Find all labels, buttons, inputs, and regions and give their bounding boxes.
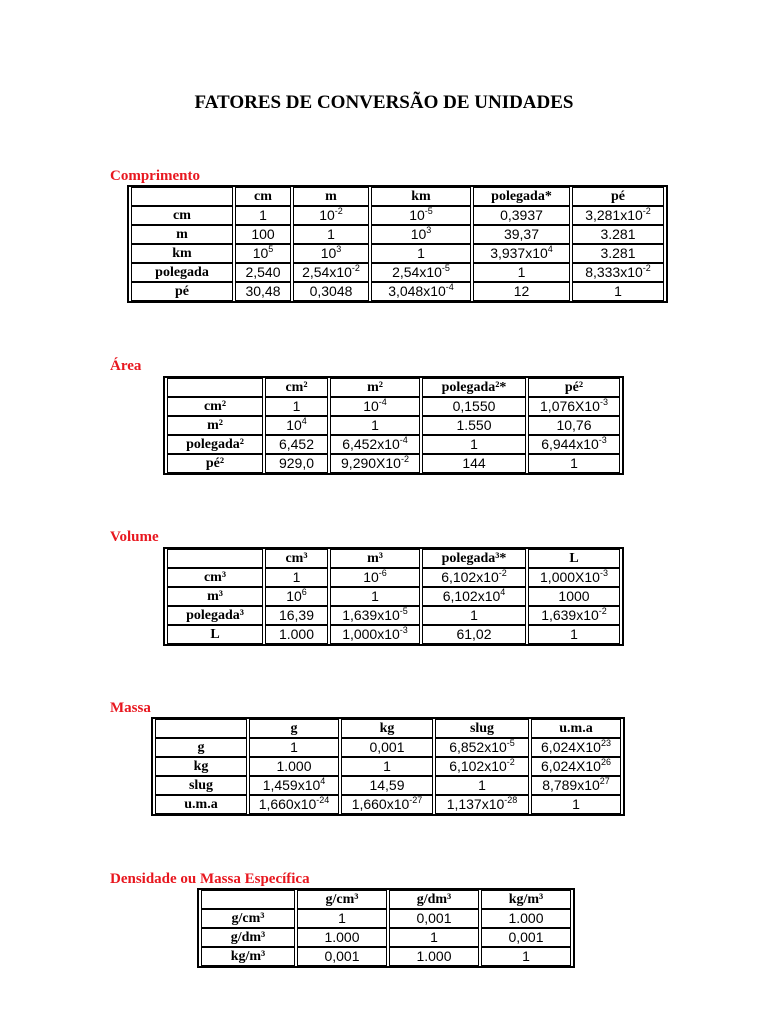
section-title-area: Área <box>110 358 142 374</box>
cell-value: 0,3937 <box>500 207 543 223</box>
cell-exponent: -2 <box>334 206 343 216</box>
table-row <box>201 928 571 947</box>
row-header: g <box>155 738 247 757</box>
table-cell <box>341 757 433 776</box>
table-header-row <box>131 187 664 206</box>
column-header: cm² <box>265 378 328 397</box>
row-header: slug <box>155 776 247 795</box>
section-title-densidade: Densidade ou Massa Específica <box>110 871 310 887</box>
table-row <box>155 795 621 814</box>
page-title: FATORES DE CONVERSÃO DE UNIDADES <box>194 92 574 113</box>
table-corner-cell <box>167 378 263 397</box>
row-header: m³ <box>167 587 263 606</box>
cell-value: 3,937x10 <box>490 245 548 261</box>
cell-value: 8,789x10 <box>542 777 600 793</box>
cell-exponent: -4 <box>399 435 408 445</box>
cell-value: 0,001 <box>369 739 405 755</box>
cell-exponent: -5 <box>399 606 408 616</box>
cell-exponent: -3 <box>599 568 608 578</box>
cell-value: 1 <box>371 588 379 604</box>
cell-value: 2,54x10 <box>392 264 442 280</box>
table-cell <box>371 282 471 301</box>
cell-exponent: -2 <box>642 206 651 216</box>
cell-value: 1,660x10 <box>258 796 317 812</box>
cell-value: 0,001 <box>416 910 452 926</box>
table-cell <box>435 757 529 776</box>
cell-value: 6,944x10 <box>541 436 599 452</box>
cell-value: 3.281 <box>600 245 636 261</box>
column-header: m² <box>330 378 420 397</box>
column-header: cm³ <box>265 549 328 568</box>
table-cell <box>265 397 328 416</box>
cell-exponent: -2 <box>498 568 507 578</box>
table-header-row <box>167 378 620 397</box>
table-cell <box>422 416 526 435</box>
cell-exponent: -2 <box>642 263 651 273</box>
cell-value: 0,3048 <box>309 283 353 299</box>
cell-exponent: 6 <box>301 587 307 597</box>
table-cell <box>297 909 387 928</box>
table-cell <box>481 947 571 966</box>
table-cell <box>473 244 570 263</box>
cell-exponent: -3 <box>598 435 607 445</box>
cell-value: 10 <box>409 207 425 223</box>
column-header: polegada²* <box>422 378 526 397</box>
table-cell <box>293 206 369 225</box>
cell-value: 1,000X10 <box>540 569 600 585</box>
column-header: g <box>249 719 339 738</box>
column-header: kg <box>341 719 433 738</box>
cell-value: 10 <box>363 569 379 585</box>
cell-exponent: 3 <box>426 225 432 235</box>
row-header: kg <box>155 757 247 776</box>
table-cell <box>297 928 387 947</box>
table-row <box>167 435 620 454</box>
table-cell <box>389 909 479 928</box>
cell-value: 6,102x10 <box>442 588 501 604</box>
cell-exponent: -4 <box>445 282 454 292</box>
table-cell <box>528 568 620 587</box>
table-cell <box>297 947 387 966</box>
row-header: g/dm³ <box>201 928 295 947</box>
table-corner-cell <box>131 187 233 206</box>
cell-value: 1000 <box>558 588 590 604</box>
column-header: g/dm³ <box>389 890 479 909</box>
cell-exponent: -6 <box>378 568 387 578</box>
cell-value: 1 <box>292 569 301 585</box>
table-cell <box>371 263 471 282</box>
cell-exponent: 3 <box>336 244 342 254</box>
table-cell <box>572 282 664 301</box>
cell-value: 100 <box>251 226 275 242</box>
table-cell <box>265 606 328 625</box>
column-header: kg/m³ <box>481 890 571 909</box>
cell-value: 1 <box>417 245 425 261</box>
table-cell <box>528 454 620 473</box>
table-cell <box>422 397 526 416</box>
table-cell <box>330 606 420 625</box>
row-header: cm² <box>167 397 263 416</box>
table-cell <box>371 225 471 244</box>
row-header: polegada² <box>167 435 263 454</box>
cell-exponent: 27 <box>599 776 610 786</box>
table-volume <box>163 547 624 646</box>
column-header: pé² <box>528 378 620 397</box>
table-densidade <box>197 888 575 968</box>
table-cell <box>435 738 529 757</box>
cell-exponent: -5 <box>506 738 515 748</box>
table-comprimento <box>127 185 668 303</box>
cell-value: 10 <box>286 417 302 433</box>
cell-value: 1.000 <box>278 626 315 642</box>
table-cell <box>572 244 664 263</box>
table-row <box>201 947 571 966</box>
cell-value: 0,001 <box>324 948 360 964</box>
table-cell <box>389 928 479 947</box>
cell-exponent: -24 <box>316 795 330 805</box>
cell-exponent: -5 <box>424 206 433 216</box>
cell-value: 1 <box>292 398 301 414</box>
cell-exponent: 26 <box>600 757 611 767</box>
table-cell <box>235 225 291 244</box>
cell-value: 0,1550 <box>452 398 496 414</box>
cell-value: 61,02 <box>456 626 492 642</box>
table-cell <box>265 625 328 644</box>
cell-value: 1,660x10 <box>351 796 410 812</box>
table-cell <box>265 435 328 454</box>
column-header: km <box>371 187 471 206</box>
table-row <box>167 397 620 416</box>
table-row <box>131 244 664 263</box>
table-cell <box>481 928 571 947</box>
table-cell <box>422 454 526 473</box>
cell-value: 39,37 <box>503 226 540 242</box>
table-cell <box>330 435 420 454</box>
table-cell <box>572 225 664 244</box>
table-cell <box>473 225 570 244</box>
row-header: L <box>167 625 263 644</box>
table-cell <box>473 282 570 301</box>
cell-value: 1 <box>430 929 438 945</box>
table-header-row <box>201 890 571 909</box>
cell-value: 16,39 <box>278 607 315 623</box>
row-header: cm³ <box>167 568 263 587</box>
cell-value: 1 <box>570 455 578 471</box>
cell-exponent: -3 <box>599 397 608 407</box>
cell-value: 1 <box>290 739 298 755</box>
row-header: km <box>131 244 233 263</box>
row-header: cm <box>131 206 233 225</box>
row-header: u.m.a <box>155 795 247 814</box>
table-cell <box>531 757 621 776</box>
table-row <box>131 225 664 244</box>
cell-value: 10 <box>252 245 269 261</box>
row-header: pé <box>131 282 233 301</box>
cell-value: 8,333x10 <box>585 264 643 280</box>
cell-value: 6,452x10 <box>342 436 400 452</box>
table-cell <box>330 587 420 606</box>
cell-exponent: 4 <box>547 244 553 254</box>
cell-exponent: -4 <box>378 397 387 407</box>
column-header: cm <box>235 187 291 206</box>
cell-value: 1,076X10 <box>540 398 600 414</box>
table-cell <box>330 454 420 473</box>
table-cell <box>528 625 620 644</box>
cell-value: 3,048x10 <box>388 283 446 299</box>
cell-value: 3.281 <box>600 226 636 242</box>
table-cell <box>528 606 620 625</box>
table-cell <box>473 263 570 282</box>
column-header: u.m.a <box>531 719 621 738</box>
table-cell <box>371 206 471 225</box>
table-cell <box>422 568 526 587</box>
table-cell <box>265 587 328 606</box>
table-cell <box>481 909 571 928</box>
cell-value: 144 <box>462 455 486 471</box>
cell-value: 1,639x10 <box>541 607 599 623</box>
cell-exponent: -2 <box>598 606 607 616</box>
cell-value: 1 <box>570 626 578 642</box>
cell-value: 1 <box>383 758 391 774</box>
section-title-massa: Massa <box>110 700 151 716</box>
cell-value: 6,024X10 <box>541 739 601 755</box>
cell-exponent: 5 <box>268 244 274 254</box>
table-cell <box>235 282 291 301</box>
table-cell <box>249 795 339 814</box>
cell-value: 1,459x10 <box>262 777 321 793</box>
cell-value: 1.000 <box>416 948 452 964</box>
table-cell <box>293 225 369 244</box>
table-cell <box>249 776 339 795</box>
table-cell <box>389 947 479 966</box>
table-row <box>167 625 620 644</box>
table-cell <box>371 244 471 263</box>
table-row <box>201 909 571 928</box>
cell-value: 10 <box>363 398 379 414</box>
section-title-comprimento: Comprimento <box>110 168 200 184</box>
table-row <box>155 738 621 757</box>
cell-exponent: -5 <box>441 263 450 273</box>
table-row <box>131 263 664 282</box>
table-cell <box>422 587 526 606</box>
cell-exponent: -3 <box>399 625 408 635</box>
table-cell <box>531 776 621 795</box>
cell-value: 10 <box>286 588 302 604</box>
cell-value: 14,59 <box>369 777 405 793</box>
table-cell <box>572 263 664 282</box>
cell-exponent: 4 <box>320 776 326 786</box>
cell-value: 1 <box>572 796 580 812</box>
table-cell <box>330 416 420 435</box>
section-title-volume: Volume <box>110 529 159 545</box>
cell-value: 10 <box>319 207 335 223</box>
cell-exponent: 23 <box>600 738 611 748</box>
cell-value: 0,001 <box>508 929 544 945</box>
cell-value: 10 <box>410 226 427 242</box>
cell-exponent: -27 <box>409 795 423 805</box>
cell-value: 1 <box>470 607 478 623</box>
column-header: m³ <box>330 549 420 568</box>
table-header-row <box>155 719 621 738</box>
row-header: polegada <box>131 263 233 282</box>
table-cell <box>422 606 526 625</box>
table-cell <box>330 568 420 587</box>
table-cell <box>341 776 433 795</box>
table-row <box>131 282 664 301</box>
cell-value: 1 <box>522 948 530 964</box>
row-header: m² <box>167 416 263 435</box>
table-cell <box>528 416 620 435</box>
table-area <box>163 376 624 475</box>
cell-value: 2,54x10 <box>302 264 352 280</box>
table-row <box>167 587 620 606</box>
table-cell <box>422 625 526 644</box>
table-cell <box>528 397 620 416</box>
row-header: polegada³ <box>167 606 263 625</box>
row-header: kg/m³ <box>201 947 295 966</box>
table-corner-cell <box>155 719 247 738</box>
cell-value: 1 <box>517 264 526 280</box>
table-cell <box>293 244 369 263</box>
cell-exponent: 4 <box>301 416 307 426</box>
table-cell <box>341 795 433 814</box>
table-corner-cell <box>201 890 295 909</box>
table-cell <box>330 397 420 416</box>
table-row <box>167 416 620 435</box>
table-row <box>155 776 621 795</box>
table-cell <box>265 568 328 587</box>
cell-exponent: -28 <box>504 795 518 805</box>
cell-value: 1.000 <box>508 910 544 926</box>
cell-value: 6,024X10 <box>541 758 601 774</box>
cell-value: 1,137x10 <box>446 796 505 812</box>
cell-value: 1.000 <box>276 758 312 774</box>
table-row <box>167 454 620 473</box>
cell-value: 6,102x10 <box>441 569 499 585</box>
column-header: m <box>293 187 369 206</box>
table-cell <box>293 282 369 301</box>
table-header-row <box>167 549 620 568</box>
table-cell <box>249 757 339 776</box>
row-header: pé² <box>167 454 263 473</box>
cell-value: 1,000x10 <box>342 626 400 642</box>
column-header: pé <box>572 187 664 206</box>
cell-value: 12 <box>513 283 530 299</box>
table-cell <box>435 795 529 814</box>
cell-value: 6,852x10 <box>449 739 507 755</box>
table-cell <box>235 244 291 263</box>
cell-value: 10,76 <box>556 417 592 433</box>
column-header: polegada³* <box>422 549 526 568</box>
table-cell <box>531 738 621 757</box>
cell-value: 1 <box>478 777 486 793</box>
cell-exponent: -2 <box>506 757 515 767</box>
column-header: g/cm³ <box>297 890 387 909</box>
row-header: g/cm³ <box>201 909 295 928</box>
table-cell <box>235 263 291 282</box>
cell-value: 3,281x10 <box>585 207 643 223</box>
table-cell <box>235 206 291 225</box>
cell-value: 1 <box>614 283 622 299</box>
cell-value: 6,452 <box>278 436 315 452</box>
cell-value: 1,639x10 <box>342 607 400 623</box>
table-cell <box>341 738 433 757</box>
table-cell <box>265 416 328 435</box>
cell-value: 2,540 <box>245 264 281 280</box>
table-cell <box>435 776 529 795</box>
table-cell <box>473 206 570 225</box>
column-header: L <box>528 549 620 568</box>
column-header: polegada* <box>473 187 570 206</box>
cell-exponent: -2 <box>400 454 409 464</box>
cell-value: 1 <box>338 910 346 926</box>
cell-value: 10 <box>320 245 337 261</box>
cell-value: 6,102x10 <box>449 758 507 774</box>
cell-value: 30,48 <box>245 283 281 299</box>
table-cell <box>265 454 328 473</box>
table-cell <box>528 435 620 454</box>
cell-value: 1 <box>327 226 335 242</box>
cell-exponent: -2 <box>351 263 360 273</box>
table-cell <box>531 795 621 814</box>
table-row <box>131 206 664 225</box>
cell-value: 1 <box>470 436 478 452</box>
cell-value: 1 <box>371 417 379 433</box>
table-cell <box>528 587 620 606</box>
table-cell <box>572 206 664 225</box>
cell-value: 1.000 <box>324 929 360 945</box>
cell-value: 1.550 <box>456 417 492 433</box>
table-cell <box>330 625 420 644</box>
table-row <box>167 568 620 587</box>
cell-value: 1 <box>259 207 267 223</box>
table-cell <box>249 738 339 757</box>
cell-exponent: 4 <box>500 587 506 597</box>
column-header: slug <box>435 719 529 738</box>
cell-value: 929,0 <box>278 455 315 471</box>
table-row <box>167 606 620 625</box>
table-corner-cell <box>167 549 263 568</box>
table-row <box>155 757 621 776</box>
cell-value: 9,290X10 <box>341 455 401 471</box>
table-massa <box>151 717 625 816</box>
table-cell <box>293 263 369 282</box>
table-cell <box>422 435 526 454</box>
row-header: m <box>131 225 233 244</box>
